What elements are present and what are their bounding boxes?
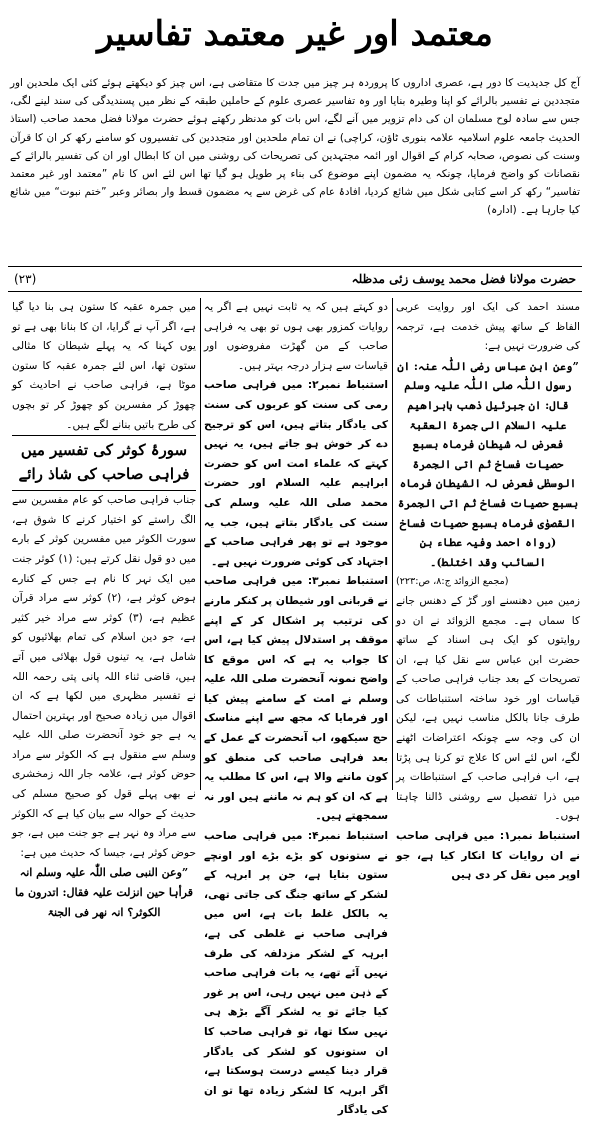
article-title: معتمد اور غیر معتمد تفاسیر	[97, 14, 493, 54]
arabic-quotation: ”وعن ابن عباس رضی اللّٰہ عنہ: ان رسول اللّٰہ صلی اللّٰہ علیہ وسلم قال: ان جبرئیل ذھب بابراھیم علیہ السلام الی جمرۃ العقبۃ فعرض لہ شیطان فرماہ بسبع حصیات فساخ ثم اتی الجمرۃ الوسطٰی فعرض لہ الشیطان فرماہ بسبع حصیات فساخ ثم اتی الجمرۃ القصوٰی فرماہ بسبع حصیات فساخ (رواہ احمد وفیہ عطاء بن السائب وقد اختلط)۔	[397, 359, 579, 569]
body-paragraph: زمین میں دھنسنے اور گڑ کے دھنس جانے کا سماں ہے۔ مجمع الزوائد نے ان دو روایتوں کو ایک ہی اسناد کے ساتھ حضرت ابن عباس سے نقل کیا ہے، ان تصریحات کے بعد جناب فراہی صاحب کے قیاسات اور خود ساختہ استنباطات کی طرف جانا بالکل مناسب نہیں ہے، لیکن ان کی وجہ سے چونکہ اعتراضات اٹھنے لگے، اس لئے اس کا علاج تو کرنا ہی پڑتا ہے، اب فراہی صاحب کے استنباطات پر میں ذرا تفصیل سے روشنی ڈالنا چاہتا ہوں۔	[396, 594, 580, 823]
body-paragraph: جناب فراہی صاحب کو عام مفسرین سے الگ راستے کو اختیار کرنے کا شوق ہے، سورت الکوثر میں مفسرین کوثر کے بارے میں دو قول نقل کرتے ہیں: (۱) کوثر جنت میں ایک نہر کا نام ہے جس کے کنارے ہوض کوثر ہے، (۲) کوثر سے مراد قرآن عظیم ہے، (۳) کوثر سے مراد خیر کثیر ہے، جو دین اسلام کی تمام بھلائیوں کو شامل ہے، یہ تینوں قول بھلائی میں آتے ہیں، قاضی ثناء اللہ پانی پتی رحمہ اللہ نے تفسیر مظہری میں لکھا ہے کہ ان اقوال میں زیادہ صحیح اور بہترین احتمال یہ ہے جو خود آنحضرت صلی اللہ علیہ وسلم سے منقول ہے کہ الکوثر سے مراد حوض کوثر ہے، علامہ جار اللہ زمخشری نے بھی پہلے قول کو صحیح مسلم کی حدیث کے حوالہ سے بیان کیا ہے کہ الکوثر سے مراد وہ نہر ہے جو جنت میں ہے، جو حوض کوثر ہے، جیسا کہ حدیث میں ہے:	[12, 494, 196, 859]
byline-bar	[8, 266, 582, 292]
column-divider	[392, 298, 393, 790]
text-column-right	[396, 298, 580, 882]
source-reference: (مجمع الزوائد ج:۸، ص:۲۲۳)	[396, 576, 509, 588]
body-paragraph: دو کہتے ہیں کہ یہ ثابت نہیں ہے اگر یہ روایات کمزور بھی ہوں تو بھی یہ فراہی صاحب کے من گھڑت مفروضوں اور قیاسات سے ہزار درجہ بہتر ہیں۔	[204, 301, 388, 372]
body-paragraph: مسند احمد کی ایک اور روایت عربی الفاظ کے ساتھ پیش خدمت ہے، ترجمہ کی ضرورت نہیں ہے:	[396, 301, 580, 353]
text-column-left	[12, 298, 196, 919]
column-divider	[200, 298, 201, 790]
intro-paragraph: آج کل جدیدیت کا دور ہے، عصری اداروں کا پروردہ ہر چیز میں جدت کا متقاضی ہے، اس چیز کو دیکھتے ہوئے کئی ایک ملحدین اور متجددین نے تفسیر بالرائے کو اپنا وطیرہ بنایا اور وہ تفاسیر عصری علوم کے حاملین طبقہ کے نظر میں پسندیدگی کی سند لینے لگی، جس سے سادہ لوح مسلمان ان کی دام تزویر میں آنے لگے، اس بات کو مدنظر رکھتے ہوئے حضرت مولانا فضل محمد صاحب (استاذ الحدیث جامعہ علوم اسلامیہ علامہ بنوری ٹاؤن، کراچی) نے ان تمام ملحدین اور متجددین کی تفسیروں کو سامنے رکھ کر ان کا قرآن وسنت کی نصوص، صحابہ کرام کے اقوال اور ائمہ مجتہدین کی تصریحات کی روشنی میں ان کا ابطال اور ان کی تفسیر بالرائے کے نقصانات کو واضح فرمایا، چونکہ یہ مضمون اپنے موضوع کی بناء پر طویل ہو گیا تھا اس لئے اس کا نام ”معتمد اور غیر معتمد تفاسیر“ رکھ کر اسے کتابی شکل میں شائع کردیا، افادۂ عام کی غرض سے یہ مضمون قسط وار بصائر وعبر ”ختم نبوت“ میں شائع کیا جارہا ہے۔ (ادارہ)	[10, 77, 580, 217]
section-subheading: سورۂ کوثر کی تفسیر میں فراہی صاحب کی شاذ رائے	[12, 435, 196, 491]
text-column-middle	[204, 298, 388, 1117]
arabic-quotation: ”وعن النبی صلی اللّٰہ علیہ وسلم انہ قرأہا حین انزلت علیہ فقال: اتدرون ما الکوثر؟ انہ نھر فی الجنۃ	[14, 866, 194, 919]
author-byline: حضرت مولانا فضل محمد یوسف زئی مدظلہ	[351, 272, 576, 286]
intro-paragraph-block	[10, 74, 580, 220]
body-paragraph: میں جمرہ عقبہ کا ستون ہی بنا دیا گیا ہے، اگر آپ نے گرایا، ان کا بنانا بھی ہے تو یوں کہنا کہ یہ پہلے شیطان کا مثالی ستون تھا، اس لئے جمرہ عقبہ کا ستون موٹا ہے، فراہی صاحب نے احادیث کو چھوڑ کر مفسرین کو چھوڑ کر تو بچوں کی طرح باتیں بنانے لگے ہیں۔	[12, 301, 196, 431]
numbered-point-paragraph: استنباط نمبر۱: میں فراہی صاحب نے ان روایات کا انکار کیا ہے، جو اوپر میں نقل کر دی ہیں	[396, 830, 580, 882]
numbered-point-paragraph: استنباط نمبر۳: میں فراہی صاحب نے قربانی اور شیطان پر کنکر مارنے کی ترتیب پر اشکال کر کے اپنے موقف پر استدلال پیش کیا ہے، اس کا جواب یہ ہے کہ اس موقع کا واضح نمونہ آنحضرت صلی اللہ علیہ وسلم نے امت کے سامنے پیش کیا اور فرمایا کہ مجھ سے اپنے مناسک حج سیکھو، اب آنحضرت کے عمل کے بعد فراہی صاحب کی منطق کو کون ماننے والا ہے، اس کا مطلب یہ ہے کہ ان کو ہم نہ ماننے ہیں اور نہ سمجھتے ہیں۔	[204, 575, 388, 823]
page-number: (۲۳)	[14, 272, 37, 286]
numbered-point-paragraph: استنباط نمبر۴: میں فراہی صاحب نے ستونوں کو بڑے بڑے اور اونچے ستون بتایا ہے، جن پر ابرہہ کے لشکر کے ساتھ جنگ کی جاتی تھی، یہ بالکل غلط بات ہے، اس میں فراہی صاحب نے غلطی کی ہے، ابرہہ کے لشکر مزدلفہ کی طرف نہیں آئے تھے، یہ بات فراہی صاحب کے ذہن میں نہیں رہی، اس پر غور کیا جائے تو یہ لشکر آگے بڑھ ہی نہیں سکا تھا، تو فراہی صاحب کا ان ستونوں کو لشکر کی یادگار قرار دینا کیسے درست ہوسکتا ہے، اگر ابرہہ کا لشکر زیادہ تھا تو ان کی یادگار	[204, 830, 388, 1117]
numbered-point-paragraph: استنباط نمبر۲: میں فراہی صاحب رمی کی سنت کو عربوں کی سنت کی یادگار بتاتے ہیں، اس کو ترجیح دے کر خوش ہو جاتے ہیں، یہ نہیں کہتے کہ علماء امت اس کو حضرت ابراہیم علیہ السلام اور حضرت محمد صلی اللہ علیہ وسلم کی سنت کی یادگار بتاتے ہیں، جب یہ موجود ہے تو پھر فراہی صاحب کے اجتہاد کی کوئی ضرورت نہیں ہے۔	[204, 379, 388, 568]
